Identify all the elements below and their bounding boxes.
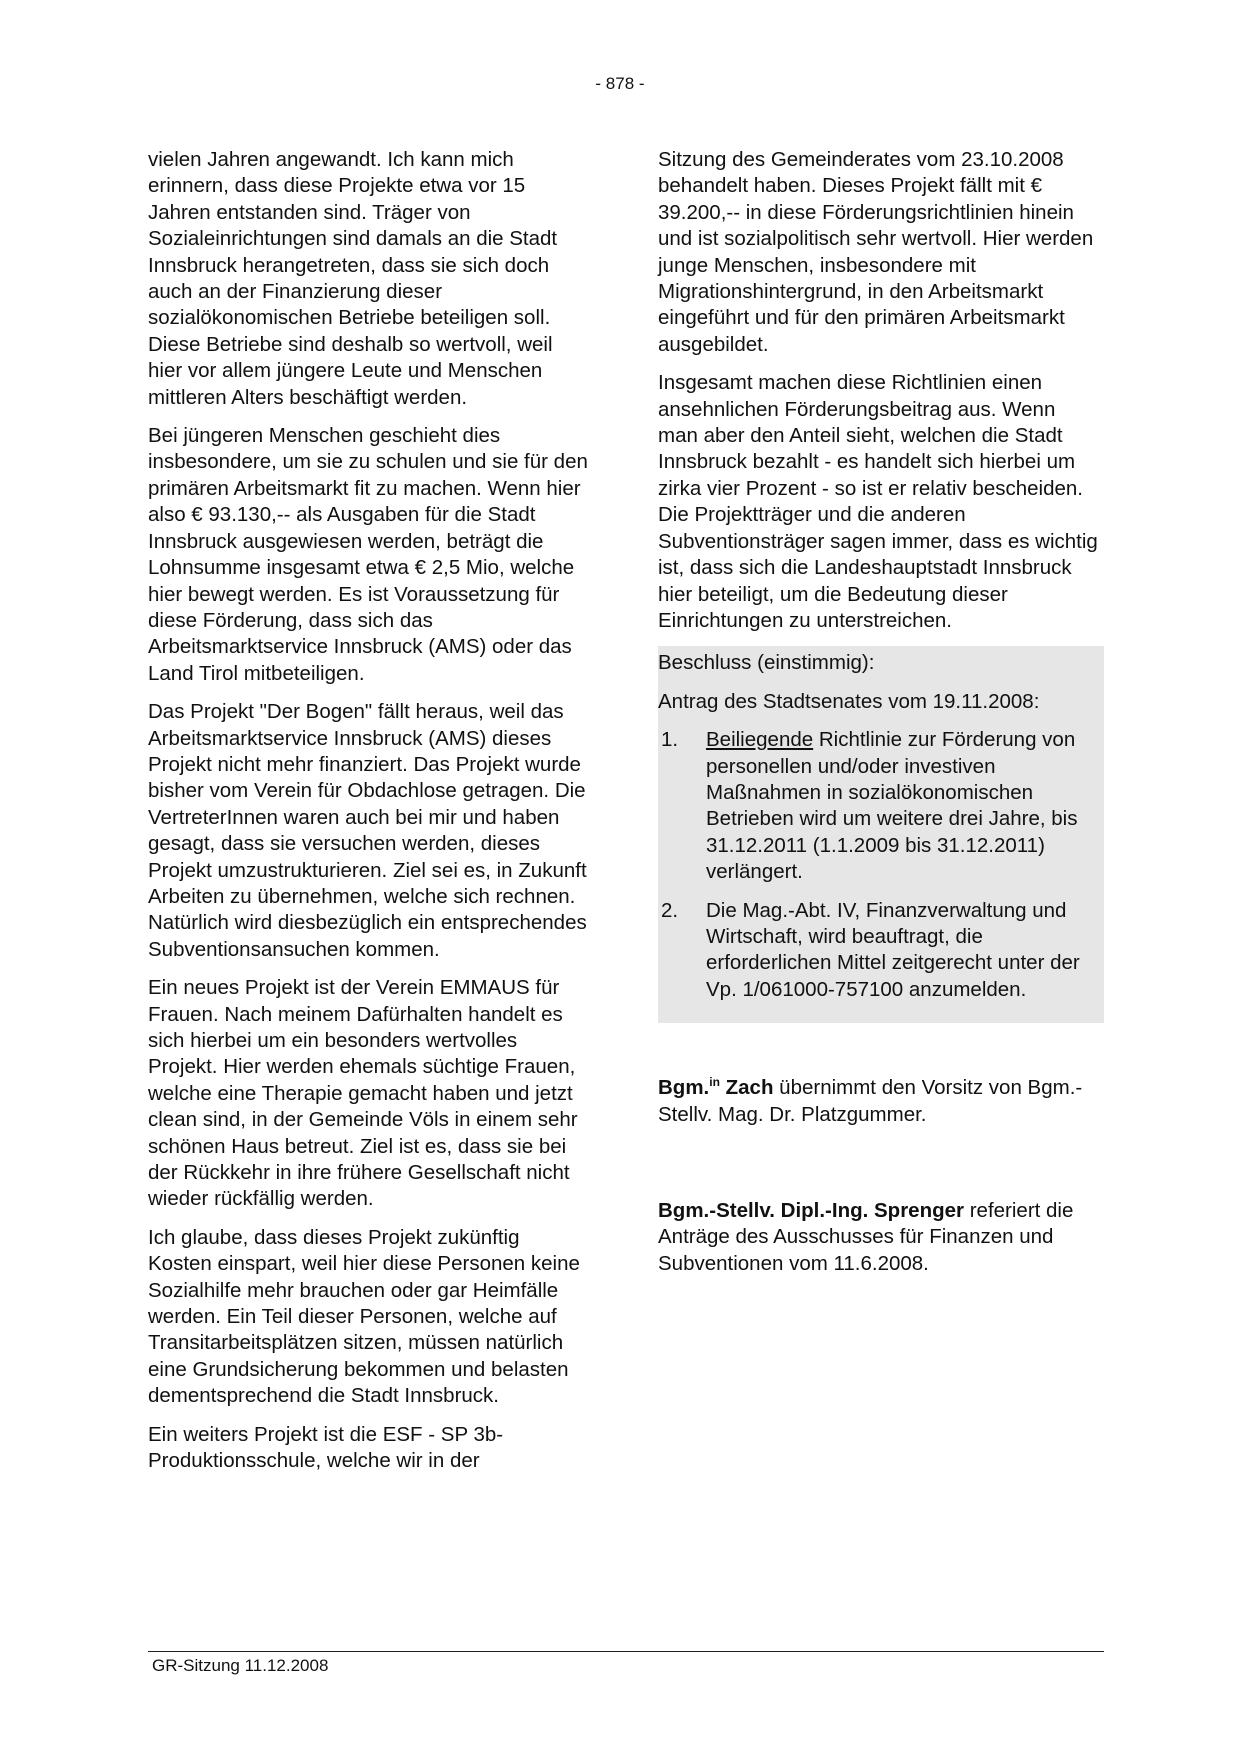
chair-change [658,1075,1098,1128]
page-number: - 878 - [595,74,645,93]
resolution-list [658,727,1104,1003]
item-text: Richtlinie zur Förderung von personellen und/oder investiven Maßnahmen in sozialökonomischen Betrieben wird um weitere drei Jahre, bis 31.12.2011 (1.1.2009 bis 31.12.2011) verlängert. [706,728,1078,884]
paragraph: Bei jüngeren Menschen geschieht dies insbesondere, um sie zu schulen und sie für den primären Arbeitsmarkt fit zu machen. Wenn hier also € 93.130,-- als Ausgaben für die Stadt Innsbruck ausgewiesen werden, beträgt die Lohnsumme insgesamt etwa € 2,5 Mio, welche hier bewegt werden. Es ist Voraussetzung für diese Förderung, dass sich das Arbeitsmarktservice Innsbruck (AMS) oder das Land Tirol mitbeteiligen. [148,424,588,685]
resolution-item [658,898,1104,1004]
report-text: referiert die Anträge des Ausschusses für Finanzen und Subventionen vom 11.6.2008. [658,1199,1074,1275]
item-number: 2. [661,898,679,922]
speaker-name: Bgm.-Stellv. Dipl.-Ing. Sprenger [658,1199,965,1222]
paragraph: Ein weiters Projekt ist die ESF - SP 3b-Produktionsschule, welche wir in der [148,1422,504,1473]
resolution-box [658,646,1104,1023]
paragraph: Ein neues Projekt ist der Verein EMMAUS für Frauen. Nach meinem Dafürhalten handelt es sich hierbei um ein besonders wertvolles Projekt. Hier werden ehemals süchtige Frauen, welche eine Therapie gemacht haben und jetzt clean sind, in der Gemeinde Völs in einem sehr schönen Haus betreut. Ziel ist es, dass sie bei der Rückkehr in ihre frühere Gesellschaft nicht wieder rückfällig werden. [148,976,578,1211]
footer-divider [148,1651,1104,1652]
paragraph: Ich glaube, dass dieses Projekt zukünftig Kosten einspart, weil hier diese Personen keine Sozialhilfe mehr brauchen oder gar Heimfälle werden. Ein Teil dieser Personen, welche auf Transitarbeitsplätzen sitzen, müssen natürlich eine Grundsicherung bekommen und belasten dementsprechend die Stadt Innsbruck. [148,1225,580,1408]
attachment-reference: Beiliegende [706,728,814,752]
paragraph: Sitzung des Gemeinderates vom 23.10.2008 behandelt haben. Dieses Projekt fällt mit € 39.200,-- in diese Förderungsrichtlinien hinein und ist sozialpolitisch sehr wertvoll. Hier werden junge Menschen, insbesondere mit Migrationshintergrund, in den Arbeitsmarkt eingeführt und für den primären Arbeitsmarkt ausgebildet. [658,148,1094,356]
resolution-item [658,727,1104,885]
paragraph: Insgesamt machen diese Richtlinien einen ansehnlichen Förderungsbeitrag aus. Wenn man aber den Anteil sieht, welchen die Stadt Innsbruck bezahlt - es handelt sich hierbei um zirka vier Prozent - so ist er relativ bescheiden. Die Projektträger und die anderen Subventionsträger sagen immer, dass es wichtig ist, dass sich die Landeshauptstadt Innsbruck hier beteiligt, um die Bedeutung dieser Einrichtungen zu unterstreichen. [658,371,1098,632]
speaker-name: Bgm.$^{in}$ Zach [658,1075,774,1100]
chair-change-text: übernimmt den Vorsitz von Bgm.-Stellv. Mag. Dr. Platzgummer. [658,1076,1083,1126]
left-column [148,147,588,1487]
right-column [658,147,1098,1289]
report-statement [658,1198,1098,1277]
footer-session-label: GR-Sitzung 11.12.2008 [152,1656,329,1675]
resolution-motion: Antrag des Stadtsenates vom 19.11.2008: [658,689,1040,713]
item-number: 1. [661,728,679,752]
paragraph: Das Projekt "Der Bogen" fällt heraus, weil das Arbeitsmarktservice Innsbruck (AMS) dieses Projekt nicht mehr finanziert. Das Projekt wurde bisher vom Verein für Obdachlose getragen. Die VertreterInnen waren auch bei mir und haben gesagt, dass sie versuchen werden, dieses Projekt umzustrukturieren. Ziel sei es, in Zukunft Arbeiten zu übernehmen, welche sich rechnen. Natürlich wird diesbezüglich ein entsprechendes Subventionsansuchen kommen. [148,700,587,961]
paragraph: vielen Jahren angewandt. Ich kann mich erinnern, dass diese Projekte etwa vor 15 Jahren entstanden sind. Träger von Sozialeinrichtungen sind damals an die Stadt Innsbruck herangetreten, dass sie sich doch auch an der Finanzierung dieser sozialökonomischen Betriebe beteiligen soll. Diese Betriebe sind deshalb so wertvoll, weil hier vor allem jüngere Leute und Menschen mittleren Alters beschäftigt werden. [148,148,558,409]
item-text: Die Mag.-Abt. IV, Finanzverwaltung und Wirtschaft, wird beauftragt, die erforderlichen Mittel zeitgerecht unter der Vp. 1/061000-757100 anzumelden. [706,898,1080,1001]
resolution-title: Beschluss (einstimmig): [658,651,875,675]
